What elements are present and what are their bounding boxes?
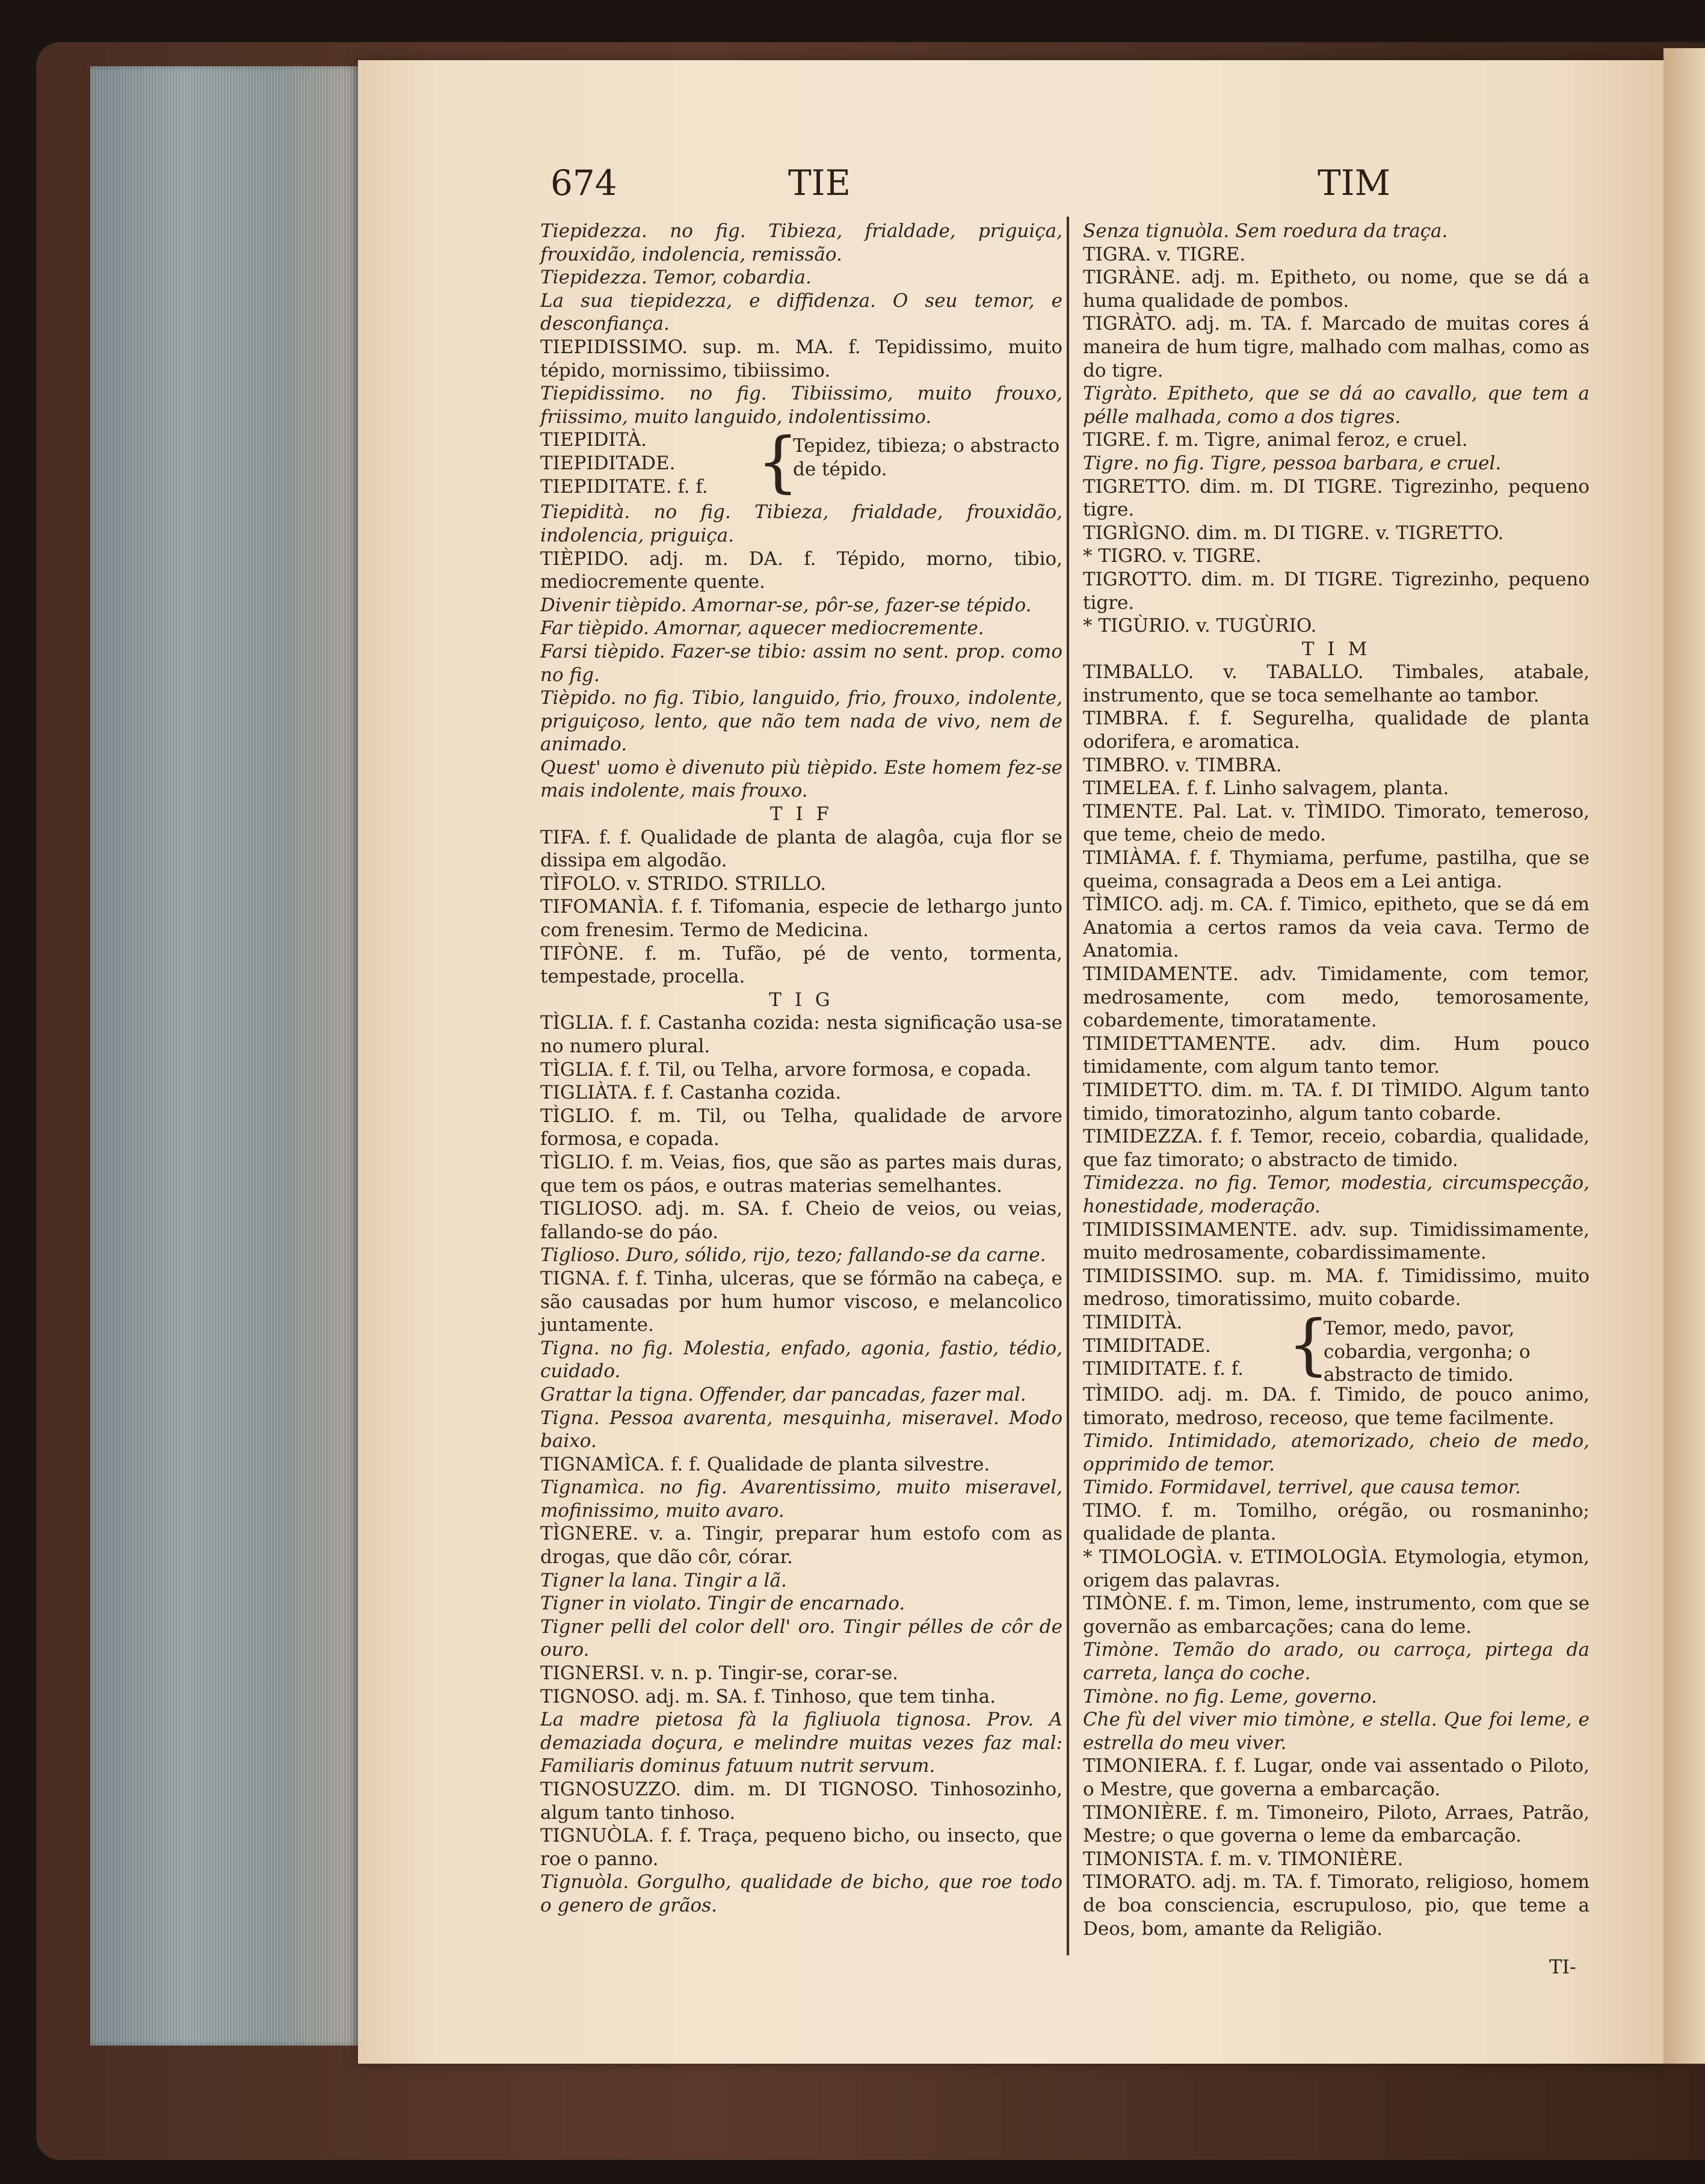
- dictionary-entry: Tiepidezza. Temor, cobardia.: [540, 267, 812, 289]
- dictionary-entry: TIMONISTA. f. m. v. TIMONIÈRE.: [1083, 1848, 1404, 1870]
- dictionary-entry: TIMBRO. v. TIMBRA.: [1083, 754, 1282, 776]
- dictionary-entry: TIGRA. v. TIGRE.: [1083, 243, 1246, 265]
- dictionary-entry: Tigna. no fig. Molestia, enfado, agonia, fastio, tédio, cuidado.: [540, 1337, 1062, 1383]
- dictionary-entry: TIGNOSUZZO. dim. m. DI TIGNOSO. Tinhosozinho, algum tanto tinhoso.: [540, 1778, 1062, 1824]
- dictionary-entry: TIMO. f. m. Tomilho, orégão, ou rosmaninho; qualidade de planta.: [1083, 1499, 1589, 1545]
- dictionary-entry: TIGRÀNE. adj. m. Epitheto, ou nome, que se dá a huma qualidade de pombos.: [1083, 267, 1589, 312]
- dictionary-entry: Tigràto. Epitheto, que se dá ao cavallo, que tem a pélle malhada, como a dos tigres.: [1083, 383, 1589, 428]
- dictionary-entry: TÌFOLO. v. STRIDO. STRILLO.: [540, 872, 827, 895]
- dictionary-entry: Senza tignuòla. Sem roedura da traça.: [1083, 220, 1448, 242]
- dictionary-entry: * TIGRO. v. TIGRE.: [1083, 545, 1262, 567]
- dictionary-entry: TÌGLIA. f. f. Til, ou Telha, arvore formosa, e copada.: [540, 1058, 1032, 1081]
- dictionary-entry: TIGNOSO. adj. m. SA. f. Tinhoso, que tem tinha.: [540, 1685, 996, 1707]
- dictionary-entry: Timidezza. no fig. Temor, modestia, circumspecção, honestidade, moderação.: [1083, 1172, 1589, 1217]
- dictionary-entry: TIGNUÒLA. f. f. Traça, pequeno bicho, ou insecto, que roe o panno.: [540, 1825, 1062, 1870]
- grouped-entry: [540, 423, 1062, 501]
- dictionary-entry: Tigre. no fig. Tigre, pessoa barbara, e cruel.: [1083, 452, 1502, 474]
- dictionary-entry: La sua tiepidezza, e diffidenza. O seu temor, e desconfiança.: [540, 289, 1062, 335]
- dictionary-entry: TIMIDEZZA. f. f. Temor, receio, cobardia, qualidade, que faz timorato; o abstracto de timido.: [1083, 1126, 1589, 1171]
- brace-glyph: {: [1287, 1305, 1330, 1383]
- brace-glyph: {: [757, 423, 799, 501]
- dictionary-entry: TIMIDETTO. dim. m. TA. f. DI TÌMIDO. Algum tanto timido, timoratozinho, algum tanto cobarde.: [1083, 1079, 1589, 1124]
- dictionary-entry: Tigna. Pessoa avarenta, mesquinha, miseravel. Modo baixo.: [540, 1407, 1062, 1452]
- dictionary-entry: TIMONIERA. f. f. Lugar, onde vai assentado o Piloto, o Mestre, que governa a embarcação.: [1083, 1755, 1589, 1800]
- dictionary-entry: TIGLIOSO. adj. m. SA. f. Cheio de veios, ou veias, fallando-se do páo.: [540, 1198, 1062, 1243]
- dictionary-entry: Farsi tièpido. Fazer-se tibio: assim no sent. prop. como no fig.: [540, 640, 1062, 686]
- dictionary-entry: TIFÒNE. f. m. Tufão, pé de vento, tormenta, tempestade, procella.: [540, 942, 1062, 988]
- dictionary-entry: Timido. Intimidado, atemorizado, cheio de medo, opprimido de temor.: [1083, 1430, 1589, 1475]
- page-number: 674: [550, 162, 617, 203]
- dictionary-entry: TIMBALLO. v. TABALLO. Timbales, atabale, instrumento, que se toca semelhante ao tambor.: [1083, 661, 1589, 706]
- headword: TIEPIDITADE.: [540, 452, 676, 474]
- headword: TIMIDITÀ.: [1083, 1311, 1183, 1333]
- dictionary-entry: Timòne. no fig. Leme, governo.: [1083, 1685, 1377, 1707]
- dictionary-entry: Tigner in violato. Tingir de encarnado.: [540, 1593, 905, 1615]
- dictionary-entry: Grattar la tigna. Offender, dar pancadas, fazer mal.: [540, 1383, 1026, 1405]
- facing-page-edge: [1663, 48, 1705, 2064]
- section-heading: T I G: [769, 989, 834, 1011]
- dictionary-entry: Tiepidezza. no fig. Tibieza, frialdade, priguiça, frouxidão, indolencia, remissão.: [540, 220, 1062, 265]
- section-heading: T I M: [1301, 638, 1371, 660]
- dictionary-entry: TIMENTE. Pal. Lat. v. TÌMIDO. Timorato, temeroso, que teme, cheio de medo.: [1083, 800, 1589, 846]
- dictionary-entry: Tiepidità. no fig. Tibieza, frialdade, frouxidão, indolencia, priguiça.: [540, 501, 1062, 546]
- dictionary-entry: TIEPIDISSIMO. sup. m. MA. f. Tepidissimo, muito tépido, mornissimo, tibiissimo.: [540, 336, 1062, 381]
- headword: TIEPIDITÀ.: [540, 429, 647, 451]
- grouped-definition: Tepidez, tibieza; o abstracto de tépido.: [793, 435, 1060, 480]
- dictionary-entry: TÌGNERE. v. a. Tingir, preparar hum estofo com as drogas, que dão côr, córar.: [540, 1523, 1062, 1569]
- catchword: TI-: [1549, 1955, 1576, 1978]
- dictionary-entry: TIGNERSI. v. n. p. Tingir-se, corar-se.: [540, 1662, 899, 1685]
- dictionary-entry: Far tièpido. Amornar, aquecer mediocremente.: [540, 617, 984, 640]
- dictionary-entry: TIMÒNE. f. m. Timon, leme, instrumento, com que se governão as embarcações; cana do leme.: [1083, 1593, 1589, 1638]
- headword: TIMIDITATE. f. f.: [1083, 1358, 1244, 1380]
- dictionary-entry: Timòne. Temão do arado, ou carroça, pirtega da carreta, lança do coche.: [1083, 1639, 1589, 1685]
- dictionary-entry: Tigner la lana. Tingir a lã.: [540, 1569, 787, 1591]
- dictionary-entry: TIGNAMÌCA. f. f. Qualidade de planta silvestre.: [540, 1453, 990, 1475]
- dictionary-entry: TIMONIÈRE. f. m. Timoneiro, Piloto, Arraes, Patrão, Mestre; o que governa o leme da embarcação.: [1083, 1801, 1589, 1847]
- headword: TIEPIDITATE. f. f.: [540, 475, 708, 498]
- dictionary-entry: Tiepidissimo. no fig. Tibiissimo, muito frouxo, friissimo, muito languido, indolentissimo.: [540, 383, 1062, 428]
- dictionary-entry: TIMIDETTAMENTE. adv. dim. Hum pouco timidamente, com algum tanto temor.: [1083, 1032, 1589, 1078]
- headword: TIMIDITADE.: [1083, 1334, 1211, 1357]
- dictionary-entry: Tignuòla. Gorgulho, qualidade de bicho, que roe todo o genero de grãos.: [540, 1871, 1062, 1916]
- dictionary-entry: TIMORATO. adj. m. TA. f. Timorato, religioso, homem de boa consciencia, escrupuloso, pio, que teme a Deos, bom, amante da Religião.: [1083, 1871, 1589, 1940]
- dictionary-entry: TIGNA. f. f. Tinha, ulceras, que se fórmão na cabeça, e são causadas por hum humor viscoso, e melancolico juntamente.: [540, 1267, 1062, 1336]
- grouped-entry: [1083, 1305, 1589, 1386]
- dictionary-entry: TIÈPIDO. adj. m. DA. f. Tépido, morno, tibio, mediocremente quente.: [540, 548, 1062, 593]
- grouped-definition: Temor, medo, pavor, cobardia, vergonha; o abstracto de timido.: [1324, 1317, 1531, 1386]
- dictionary-entry: TIGRETTO. dim. m. DI TIGRE. Tigrezinho, pequeno tigre.: [1083, 475, 1589, 521]
- dictionary-entry: TIFA. f. f. Qualidade de planta de alagôa, cuja flor se dissipa em algodão.: [540, 826, 1062, 872]
- dictionary-entry: TÌGLIO. f. m. Veias, fios, que são as partes mais duras, que tem os páos, e outras materias semelhantes.: [540, 1151, 1062, 1197]
- dictionary-entry: TIMIÀMA. f. f. Thymiama, perfume, pastilha, que se queima, consagrada a Deos em a Lei antiga.: [1083, 847, 1589, 892]
- dictionary-entry: Tièpido. no fig. Tibio, languido, frio, frouxo, indolente, priguiçoso, lento, que não tem nada de vivo, nem de animado.: [540, 687, 1062, 756]
- dictionary-entry: TÌMIDO. adj. m. DA. f. Timido, de pouco animo, timorato, medroso, receoso, que teme facilmente.: [1083, 1383, 1589, 1429]
- dictionary-entry: TÌGLIA. f. f. Castanha cozida: nesta significação usa-se no numero plural.: [540, 1012, 1062, 1057]
- left-running-head: TIE: [788, 162, 851, 203]
- dictionary-entry: TIGRÀTO. adj. m. TA. f. Marcado de muitas cores á maneira de hum tigre, malhado com malhas, como as do tigre.: [1083, 313, 1589, 381]
- left-column: [540, 220, 1062, 1917]
- dictionary-entry: Timido. Formidavel, terrivel, que causa temor.: [1083, 1476, 1522, 1499]
- dictionary-entry: * TIMOLOGÌA. v. ETIMOLOGÌA. Etymologia, etymon, origem das palavras.: [1083, 1546, 1589, 1591]
- dictionary-entry: Tignamìca. no fig. Avarentissimo, muito miseravel, mofinissimo, muito avaro.: [540, 1476, 1062, 1522]
- dictionary-entry: * TIGÙRIO. v. TUGÙRIO.: [1083, 615, 1317, 637]
- dictionary-entry: Tiglioso. Duro, sólido, rijo, tezo; fallando-se da carne.: [540, 1244, 1046, 1266]
- dictionary-entry: TÌMICO. adj. m. CA. f. Timico, epitheto, que se dá em Anatomia a certos ramos da veia cava. Termo de Anatomia.: [1083, 893, 1589, 962]
- dictionary-entry: Che fù del viver mio timòne, e stella. Que foi leme, e estrella do meu viver.: [1083, 1709, 1589, 1754]
- dictionary-entry: TIGLIÀTA. f. f. Castanha cozida.: [540, 1082, 842, 1104]
- dictionary-entry: TIGRE. f. m. Tigre, animal feroz, e cruel.: [1083, 429, 1468, 451]
- dictionary-entry: Tigner pelli del color dell' oro. Tingir pélles de côr de ouro.: [540, 1615, 1062, 1661]
- dictionary-entry: Divenir tièpido. Amornar-se, pôr-se, fazer-se tépido.: [540, 594, 1032, 616]
- dictionary-entry: TIMIDISSIMAMENTE. adv. sup. Timidissimamente, muito medrosamente, cobardissimamente.: [1083, 1218, 1589, 1264]
- dictionary-entry: TÌGLIO. f. m. Til, ou Telha, qualidade de arvore formosa, e copada.: [540, 1105, 1062, 1150]
- dictionary-entry: TIMIDAMENTE. adv. Timidamente, com temor, medrosamente, com medo, temorosamente, cobardemente, timoratamente.: [1083, 963, 1589, 1032]
- dictionary-entry: TIMIDISSIMO. sup. m. MA. f. Timidissimo, muito medroso, timoratissimo, muito cobarde.: [1083, 1265, 1589, 1310]
- right-column: [1083, 220, 1589, 1940]
- dictionary-entry: TIMBRA. f. f. Segurelha, qualidade de planta odorifera, e aromatica.: [1083, 708, 1589, 753]
- page-block-edge: [90, 66, 358, 2046]
- dictionary-entry: TIMELEA. f. f. Linho salvagem, planta.: [1083, 777, 1449, 800]
- dictionary-entry: La madre pietosa fà la figliuola tignosa. Prov. A demaziada doçura, e melindre muitas vezes faz mal: Familiaris dominus fatuum nutrit servum.: [540, 1709, 1062, 1777]
- column-divider: [1067, 217, 1069, 1955]
- section-heading: T I F: [769, 803, 833, 825]
- dictionary-entry: TIGROTTO. dim. m. DI TIGRE. Tigrezinho, pequeno tigre.: [1083, 568, 1589, 614]
- dictionary-entry: TIGRÌGNO. dim. m. DI TIGRE. v. TIGRETTO.: [1083, 522, 1504, 544]
- right-running-head: TIM: [1318, 162, 1390, 203]
- dictionary-entry: TIFOMANÌA. f. f. Tifomania, especie de lethargo junto com frenesim. Termo de Medicina.: [540, 896, 1062, 942]
- dictionary-entry: Quest' uomo è divenuto più tièpido. Este homem fez-se mais indolente, mais frouxo.: [540, 756, 1062, 802]
